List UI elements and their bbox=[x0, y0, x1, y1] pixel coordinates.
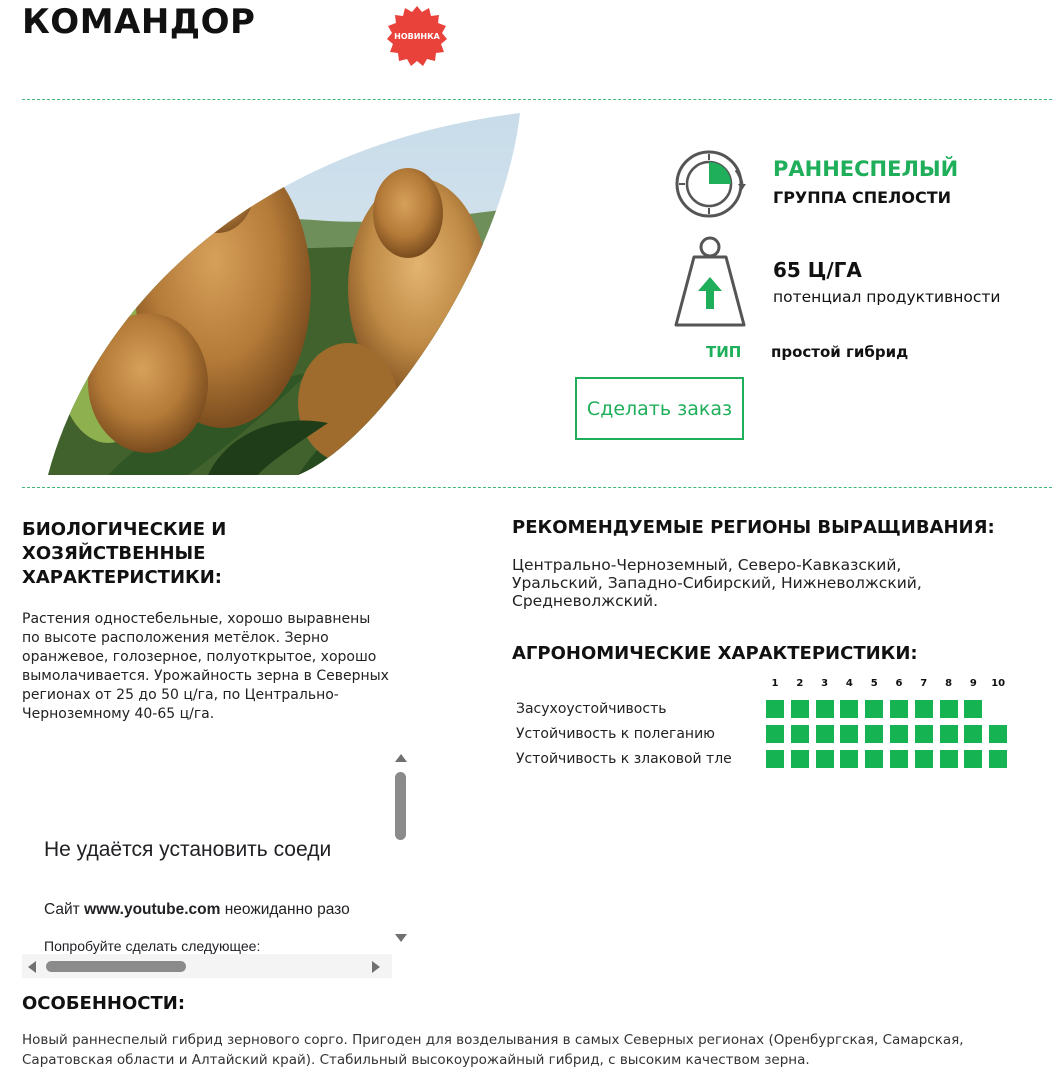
agro-score-square bbox=[989, 750, 1007, 768]
agro-score-square bbox=[766, 725, 784, 743]
regions-heading: РЕКОМЕНДУЕМЫЕ РЕГИОНЫ ВЫРАЩИВАНИЯ: bbox=[512, 517, 995, 538]
yield-value: 65 Ц/ГА bbox=[773, 258, 862, 282]
type-label: ТИП bbox=[706, 343, 742, 361]
product-photo bbox=[48, 113, 520, 475]
agro-score-square bbox=[840, 725, 858, 743]
agro-scale-number: 1 bbox=[771, 678, 779, 689]
agro-score-bar bbox=[766, 725, 1007, 743]
scroll-right-icon[interactable] bbox=[372, 961, 380, 973]
separator-middle bbox=[22, 487, 1052, 488]
agro-rows bbox=[516, 696, 1007, 771]
agro-scale-number: 4 bbox=[845, 678, 853, 689]
agro-row-label: Устойчивость к злаковой тле bbox=[516, 750, 732, 767]
agro-score-square bbox=[791, 700, 809, 718]
agro-score-square bbox=[791, 725, 809, 743]
agro-score-bar bbox=[766, 700, 1007, 718]
maturity-label: ГРУППА СПЕЛОСТИ bbox=[773, 188, 951, 207]
agro-row-label: Засухоустойчивость bbox=[516, 700, 667, 717]
agro-scale-number: 9 bbox=[969, 678, 977, 689]
agro-scale-number: 6 bbox=[895, 678, 903, 689]
agro-score-square bbox=[865, 750, 883, 768]
agro-score-square bbox=[940, 700, 958, 718]
agro-scale-number: 7 bbox=[920, 678, 928, 689]
agro-score-square bbox=[915, 725, 933, 743]
horizontal-scrollbar[interactable] bbox=[22, 954, 392, 978]
agro-scale-number: 8 bbox=[945, 678, 953, 689]
error-title: Не удаётся установить соеди bbox=[44, 838, 332, 861]
agro-score-square bbox=[964, 750, 982, 768]
bio-text-line: вымолачивается. Урожайность зерна в Северных bbox=[22, 668, 389, 684]
agro-score-square bbox=[865, 725, 883, 743]
agro-score-square bbox=[915, 700, 933, 718]
error-message bbox=[44, 901, 350, 919]
error-prefix: Сайт bbox=[44, 901, 85, 918]
agro-score-square bbox=[890, 750, 908, 768]
bio-text-line: по высоте расположения метёлок. Зерно bbox=[22, 630, 329, 646]
agro-score-square bbox=[890, 700, 908, 718]
agro-scale-number: 5 bbox=[870, 678, 878, 689]
regions-text-line: Уральский, Западно-Сибирский, Нижневолжский, bbox=[512, 574, 922, 592]
agro-score-square bbox=[840, 750, 858, 768]
agro-row bbox=[516, 746, 1007, 771]
features-text-line: Саратовская области и Алтайский край). Стабильный высокоурожайный гибрид, с высоким качеством зерна. bbox=[22, 1052, 810, 1068]
features-text-line: Новый раннеспелый гибрид зернового сорго. Пригоден для возделывания в самых Северных регионах (Оренбургская, Самарская, bbox=[22, 1032, 964, 1048]
bio-text-line: Черноземному 40-65 ц/га. bbox=[22, 706, 215, 722]
bio-text-line: Растения одностебельные, хорошо выравнены bbox=[22, 611, 371, 627]
error-suffix: неожиданно разо bbox=[220, 901, 350, 918]
badge-label: НОВИНКА bbox=[394, 31, 440, 41]
agro-score-square bbox=[816, 750, 834, 768]
vertical-scroll-thumb[interactable] bbox=[395, 772, 406, 840]
bio-heading: БИОЛОГИЧЕСКИЕ И ХОЗЯЙСТВЕННЫЕ ХАРАКТЕРИСТИКИ: bbox=[22, 519, 227, 588]
agro-score-bar bbox=[766, 750, 1007, 768]
agro-row-label: Устойчивость к полеганию bbox=[516, 725, 715, 742]
separator-top bbox=[22, 99, 1052, 100]
agro-score-square bbox=[915, 750, 933, 768]
stopwatch-icon bbox=[672, 146, 748, 222]
bio-text bbox=[22, 610, 422, 724]
scroll-up-icon[interactable] bbox=[395, 754, 407, 762]
agro-score-square bbox=[840, 700, 858, 718]
agro-row bbox=[516, 696, 1007, 721]
agro-scale-number: 3 bbox=[821, 678, 829, 689]
agro-heading: АГРОНОМИЧЕСКИЕ ХАРАКТЕРИСТИКИ: bbox=[512, 643, 918, 664]
agro-score-square bbox=[766, 750, 784, 768]
yield-label: потенциал продуктивности bbox=[773, 288, 1001, 306]
agro-score-square bbox=[816, 700, 834, 718]
vertical-scrollbar[interactable] bbox=[392, 748, 410, 948]
error-suggestion: Попробуйте сделать следующее: bbox=[44, 938, 261, 954]
agro-scale-number: 2 bbox=[796, 678, 804, 689]
agro-score-square bbox=[791, 750, 809, 768]
features-heading: ОСОБЕННОСТИ: bbox=[22, 993, 186, 1014]
error-site: www.youtube.com bbox=[84, 901, 221, 918]
order-button[interactable]: Сделать заказ bbox=[575, 377, 744, 440]
product-title: КОМАНДОР bbox=[22, 2, 256, 42]
agro-score-square bbox=[989, 725, 1007, 743]
regions-text bbox=[512, 556, 1032, 610]
scroll-down-icon[interactable] bbox=[395, 934, 407, 942]
agro-score-square bbox=[865, 700, 883, 718]
agro-score-square bbox=[964, 700, 982, 718]
bio-text-line: оранжевое, голозерное, полуоткрытое, хорошо bbox=[22, 649, 377, 665]
agro-score-square bbox=[989, 700, 1007, 718]
agro-scale bbox=[766, 678, 1007, 689]
agro-score-square bbox=[940, 725, 958, 743]
type-value: простой гибрид bbox=[771, 343, 909, 361]
agro-score-square bbox=[816, 725, 834, 743]
agro-score-square bbox=[940, 750, 958, 768]
weight-up-icon bbox=[672, 233, 748, 328]
regions-text-line: Средневолжский. bbox=[512, 592, 659, 610]
regions-text-line: Центрально-Черноземный, Северо-Кавказский, bbox=[512, 556, 902, 574]
agro-score-square bbox=[964, 725, 982, 743]
agro-row bbox=[516, 721, 1007, 746]
bio-text-line: регионах от 25 до 50 ц/га, по Центрально- bbox=[22, 687, 339, 703]
horizontal-scroll-thumb[interactable] bbox=[46, 961, 186, 972]
embedded-video-frame[interactable] bbox=[22, 748, 410, 978]
agro-score-square bbox=[890, 725, 908, 743]
maturity-value: РАННЕСПЕЛЫЙ bbox=[773, 157, 959, 181]
features-text bbox=[22, 1030, 1052, 1070]
scroll-left-icon[interactable] bbox=[28, 961, 36, 973]
agro-scale-number: 10 bbox=[991, 678, 1006, 689]
new-badge bbox=[386, 5, 448, 67]
agro-score-square bbox=[766, 700, 784, 718]
